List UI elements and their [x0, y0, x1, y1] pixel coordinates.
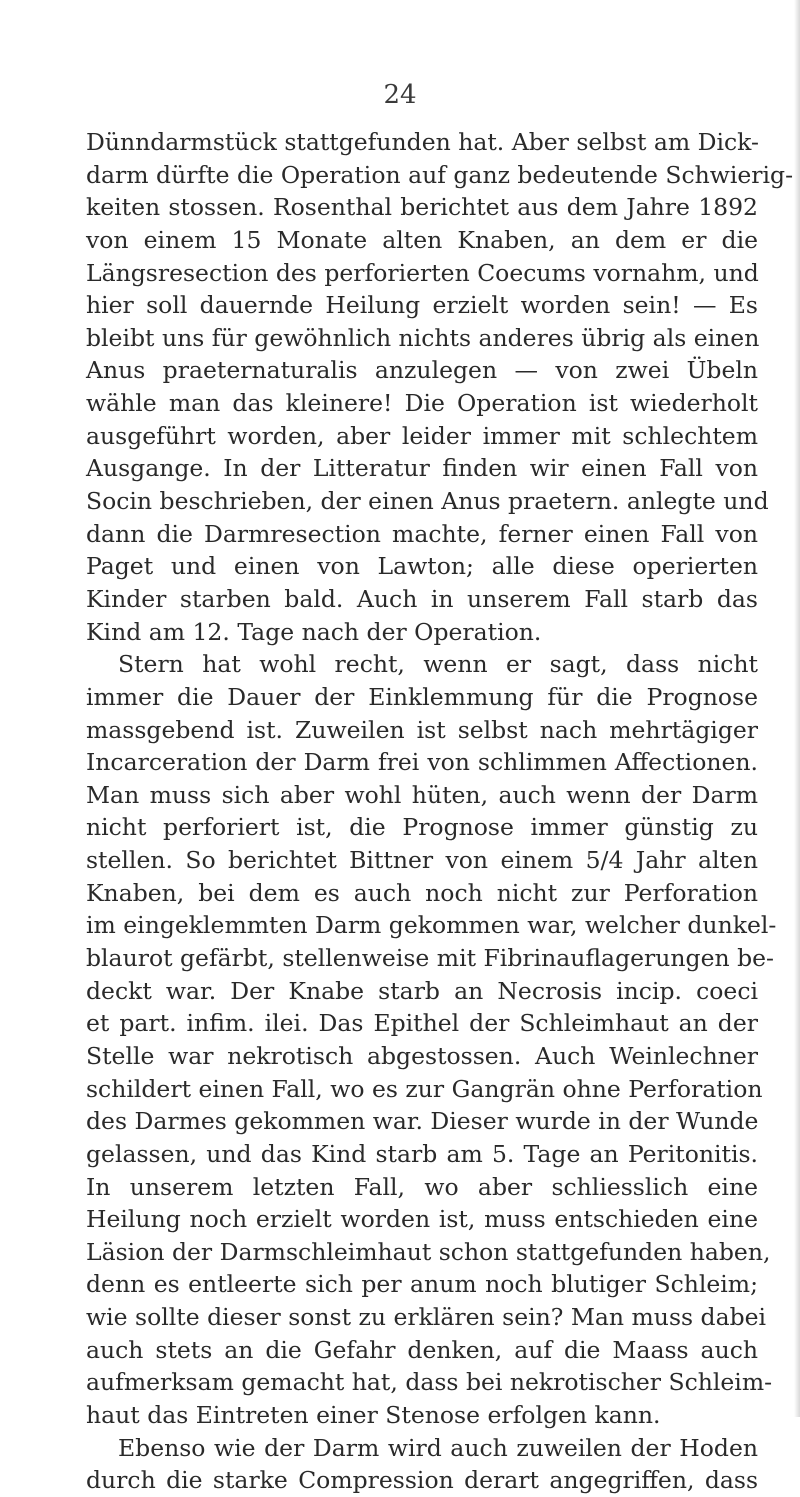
text-line: stellen. So berichtet Bittner von einem 5/4 Jahr alten — [86, 846, 758, 875]
text-line: aufmerksam gemacht hat, dass bei nekrotischer Schleim- — [86, 1368, 773, 1397]
text-line: nicht perforiert ist, die Prognose immer günstig zu — [86, 813, 758, 842]
text-line: Stelle war nekrotisch abgestossen. Auch Weinlechner — [86, 1041, 758, 1070]
text-line: Dünndarmstück stattgefunden hat. Aber selbst am Dick- — [86, 128, 759, 156]
text-line: hier soll dauernde Heilung erzielt worden sein! — Es — [86, 291, 758, 320]
text-line: deckt war. Der Knabe starb an Necrosis incip. coeci — [86, 976, 758, 1005]
text-line: des Darmes gekommen war. Dieser wurde in der Wunde — [86, 1107, 759, 1136]
text-line: gelassen, und das Kind starb am 5. Tage an Peritonitis. — [86, 1139, 758, 1168]
text-line: Paget und einen von Lawton; alle diese operierten — [86, 552, 758, 581]
text-line: wähle man das kleinere! Die Operation ist wiederholt — [86, 389, 758, 418]
paragraph-end-line: Kind am 12. Tage nach der Operation. — [86, 617, 542, 646]
text-line: Längsresection des perforierten Coecums vornahm, und — [86, 258, 759, 287]
text-line: Incarceration der Darm frei von schlimmen Affectionen. — [86, 748, 758, 777]
text-line: auch stets an die Gefahr denken, auf die Maass auch — [86, 1335, 758, 1364]
text-line: et part. infim. ilei. Das Epithel der Schleimhaut an der — [86, 1009, 758, 1038]
text-line: bleibt uns für gewöhnlich nichts anderes übrig als einen — [86, 323, 760, 352]
text-line: Ausgange. In der Litteratur finden wir einen Fall von — [86, 454, 758, 483]
text-line: denn es entleerte sich per anum noch blutiger Schleim; — [86, 1270, 758, 1299]
text-line: von einem 15 Monate alten Knaben, an dem er die — [86, 225, 758, 254]
text-line: keiten stossen. Rosenthal berichtet aus dem Jahre 1892 — [86, 193, 758, 222]
paragraph-start-line: Stern hat wohl recht, wenn er sagt, dass nicht — [118, 650, 758, 679]
text-line: wie sollte dieser sonst zu erklären sein? Man muss dabei — [86, 1303, 767, 1332]
text-line: dann die Darmresection machte, ferner einen Fall von — [86, 519, 758, 548]
text-line: durch die starke Compression derart angegriffen, dass — [86, 1466, 758, 1495]
text-line: Anus praeternaturalis anzulegen — von zwei Übeln — [86, 356, 758, 385]
text-line: Knaben, bei dem es auch noch nicht zur Perforation — [86, 878, 758, 907]
text-line: blaurot gefärbt, stellenweise mit Fibrinauflagerungen be- — [86, 944, 774, 973]
page-number: 24 — [383, 80, 417, 110]
text-line: Man muss sich aber wohl hüten, auch wenn der Darm — [86, 780, 758, 809]
text-line: im eingeklemmten Darm gekommen war, welcher dunkel- — [86, 911, 777, 940]
body-text — [86, 126, 794, 1497]
text-line: Socin beschrieben, der einen Anus praetern. anlegte und — [86, 487, 769, 516]
text-line: darm dürfte die Operation auf ganz bedeutende Schwierig- — [86, 160, 794, 189]
text-line: immer die Dauer der Einklemmung für die Prognose — [86, 682, 758, 711]
paragraph-end-line: haut das Eintreten einer Stenose erfolgen kann. — [86, 1400, 661, 1429]
text-line: Läsion der Darmschleimhaut schon stattgefunden haben, — [86, 1237, 771, 1266]
text-line: ausgeführt worden, aber leider immer mit schlechtem — [86, 421, 758, 450]
text-line: Heilung noch erzielt worden ist, muss entschieden eine — [86, 1205, 758, 1234]
text-line: Kinder starben bald. Auch in unserem Fall starb das — [86, 584, 758, 613]
text-line: massgebend ist. Zuweilen ist selbst nach mehrtägiger — [86, 715, 758, 744]
text-line: schildert einen Fall, wo es zur Gangrän ohne Perforation — [86, 1074, 763, 1103]
text-line: In unserem letzten Fall, wo aber schliesslich eine — [86, 1172, 758, 1201]
page-edge-shadow — [794, 0, 800, 1417]
paragraph-start-line: Ebenso wie der Darm wird auch zuweilen der Hoden — [118, 1433, 758, 1462]
